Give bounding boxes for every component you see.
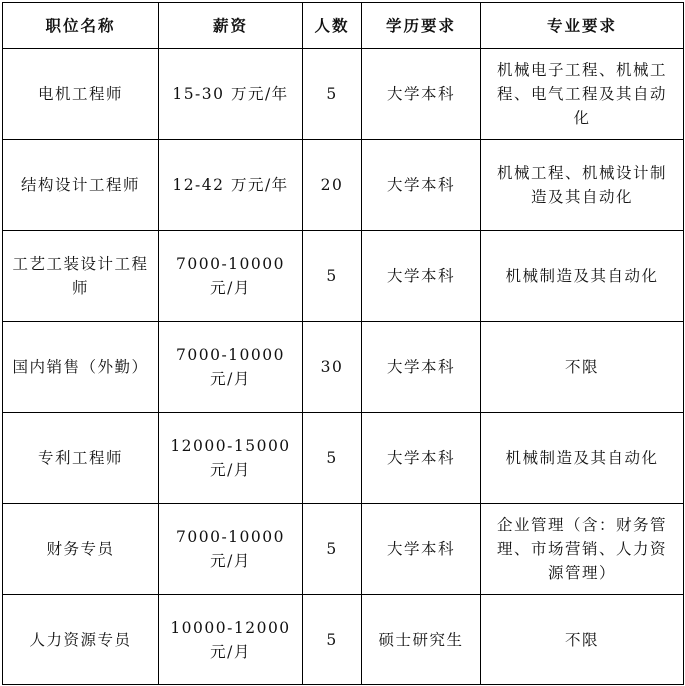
cell-salary: 7000-10000 元/月 bbox=[159, 322, 303, 413]
cell-position: 工艺工装设计工程师 bbox=[3, 231, 159, 322]
header-education: 学历要求 bbox=[362, 3, 481, 49]
cell-major: 不限 bbox=[481, 322, 684, 413]
cell-count: 5 bbox=[303, 231, 362, 322]
cell-major: 企业管理（含：财务管理、市场营销、人力资源管理） bbox=[481, 504, 684, 595]
cell-major: 不限 bbox=[481, 595, 684, 685]
cell-salary: 7000-10000 元/月 bbox=[159, 504, 303, 595]
cell-position: 结构设计工程师 bbox=[3, 140, 159, 231]
table-row bbox=[3, 413, 684, 504]
cell-major: 机械电子工程、机械工程、电气工程及其自动化 bbox=[481, 49, 684, 140]
cell-education: 大学本科 bbox=[362, 413, 481, 504]
table-row bbox=[3, 504, 684, 595]
cell-salary: 7000-10000 元/月 bbox=[159, 231, 303, 322]
cell-count: 5 bbox=[303, 595, 362, 685]
cell-position: 专利工程师 bbox=[3, 413, 159, 504]
cell-education: 大学本科 bbox=[362, 504, 481, 595]
table-row bbox=[3, 49, 684, 140]
table-row bbox=[3, 322, 684, 413]
header-major: 专业要求 bbox=[481, 3, 684, 49]
cell-salary: 12000-15000 元/月 bbox=[159, 413, 303, 504]
cell-count: 30 bbox=[303, 322, 362, 413]
cell-education: 大学本科 bbox=[362, 140, 481, 231]
cell-position: 国内销售（外勤） bbox=[3, 322, 159, 413]
cell-major: 机械工程、机械设计制造及其自动化 bbox=[481, 140, 684, 231]
cell-education: 大学本科 bbox=[362, 322, 481, 413]
header-position: 职位名称 bbox=[3, 3, 159, 49]
cell-salary: 10000-12000 元/月 bbox=[159, 595, 303, 685]
job-table bbox=[2, 2, 684, 685]
cell-major: 机械制造及其自动化 bbox=[481, 231, 684, 322]
table-row bbox=[3, 595, 684, 685]
table-header-row bbox=[3, 3, 684, 49]
cell-education: 大学本科 bbox=[362, 231, 481, 322]
table-row bbox=[3, 140, 684, 231]
header-count: 人数 bbox=[303, 3, 362, 49]
cell-major: 机械制造及其自动化 bbox=[481, 413, 684, 504]
cell-education: 硕士研究生 bbox=[362, 595, 481, 685]
table-row bbox=[3, 231, 684, 322]
cell-education: 大学本科 bbox=[362, 49, 481, 140]
cell-count: 20 bbox=[303, 140, 362, 231]
cell-position: 电机工程师 bbox=[3, 49, 159, 140]
cell-count: 5 bbox=[303, 413, 362, 504]
header-salary: 薪资 bbox=[159, 3, 303, 49]
cell-position: 财务专员 bbox=[3, 504, 159, 595]
cell-salary: 15-30 万元/年 bbox=[159, 49, 303, 140]
cell-count: 5 bbox=[303, 49, 362, 140]
cell-salary: 12-42 万元/年 bbox=[159, 140, 303, 231]
cell-count: 5 bbox=[303, 504, 362, 595]
cell-position: 人力资源专员 bbox=[3, 595, 159, 685]
